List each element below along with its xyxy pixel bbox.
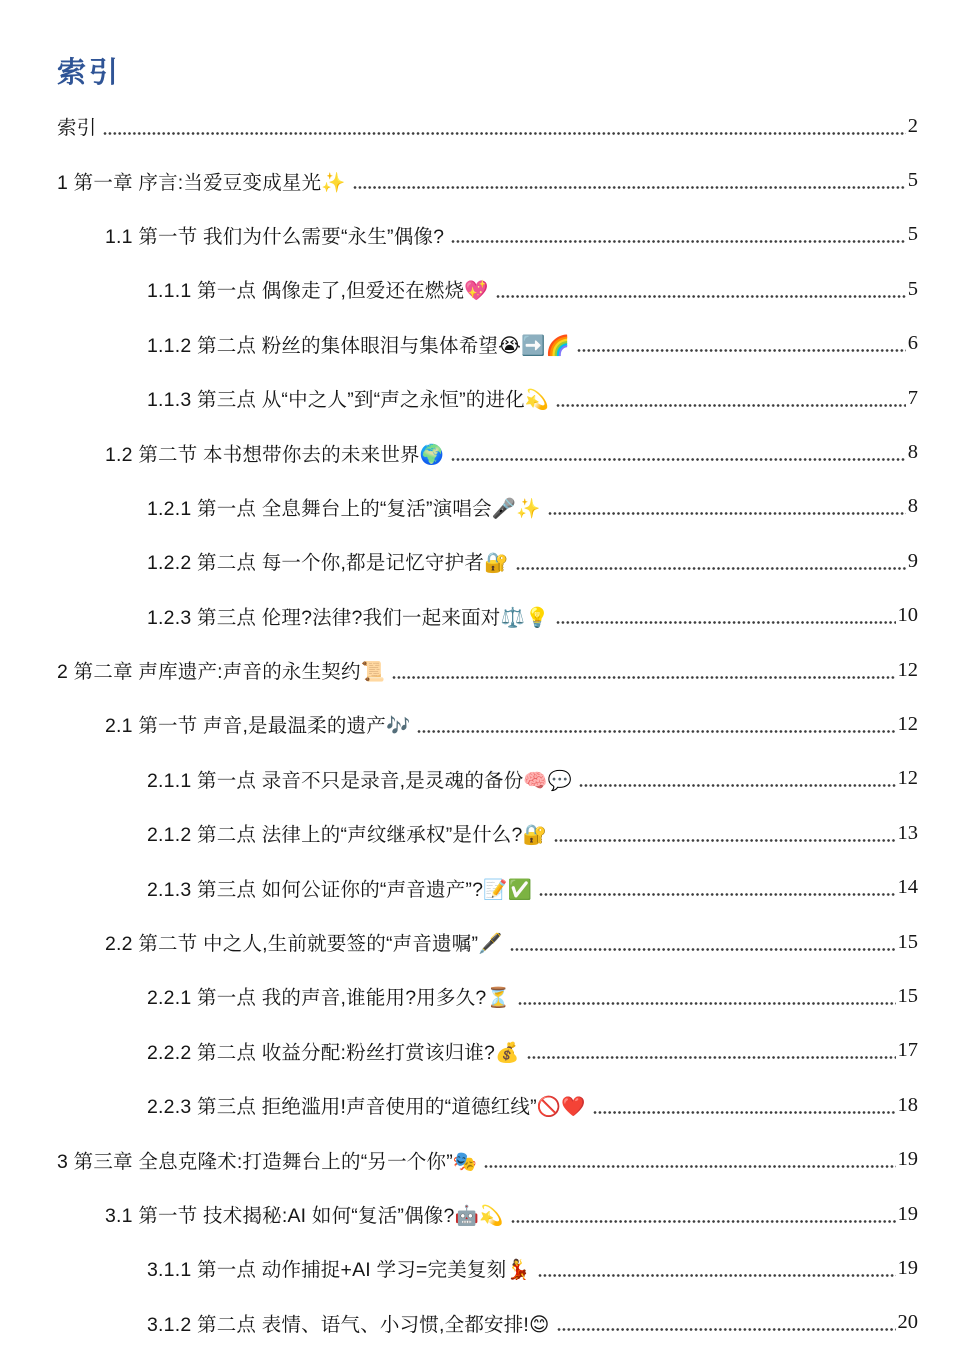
toc-page-number: 19: [897, 1202, 918, 1225]
toc-entry[interactable]: [147, 534, 918, 588]
toc-entry-label: 1.2 第二节 本书想带你去的未来世界🌍: [105, 443, 445, 466]
toc-page-number: 10: [897, 604, 918, 627]
toc-page-number: 8: [907, 441, 918, 464]
toc-page-number: 14: [897, 876, 918, 899]
toc-page-number: 17: [897, 1039, 918, 1062]
toc-entry-label: 3.1 第一节 技术揭秘:AI 如何“复活”偶像?🤖💫: [105, 1205, 504, 1227]
dot-leader: [103, 131, 905, 136]
toc-entry-label: 1.2.3 第三点 伦理?法律?我们一起来面对⚖️💡: [147, 606, 550, 629]
toc-page-number: 13: [897, 821, 918, 844]
toc-page-number: 8: [907, 495, 918, 518]
toc-entry[interactable]: [105, 208, 918, 262]
toc-entry[interactable]: [57, 1132, 918, 1186]
toc-page-number: 12: [897, 767, 918, 790]
toc-entry[interactable]: [105, 697, 918, 751]
toc-entry[interactable]: [57, 99, 918, 153]
toc-entry-label: 2.1.3 第三点 如何公证你的“声音遗产”?📝✅: [147, 878, 533, 901]
toc-entry[interactable]: [147, 860, 918, 914]
dot-leader: [557, 1327, 896, 1332]
toc-entry-label: 2 第二章 声库遗产:声音的永生契约📜: [57, 661, 386, 684]
toc-entry[interactable]: [147, 317, 918, 371]
page-title: 索引: [57, 57, 122, 89]
toc-entry-label: 索引: [57, 117, 97, 140]
dot-leader: [511, 1219, 896, 1224]
toc-entry[interactable]: [147, 752, 918, 806]
dot-leader: [577, 348, 906, 353]
toc-entry-label: 3.1.1 第一点 动作捕捉+AI 学习=完美复刻💃: [147, 1259, 531, 1282]
dot-leader: [353, 185, 906, 190]
dot-leader: [556, 620, 895, 625]
toc-entry[interactable]: [147, 262, 918, 316]
dot-leader: [510, 947, 896, 952]
dot-leader: [451, 457, 906, 462]
toc-entry-label: 2.2.1 第一点 我的声音,谁能用?用多久?⏳: [147, 987, 511, 1010]
toc-entry-label: 1.2.1 第一点 全息舞台上的“复活”演唱会🎤✨: [147, 497, 541, 520]
dot-leader: [538, 1273, 896, 1278]
toc-page-number: 15: [897, 930, 918, 953]
toc-entry-label: 2.1.2 第二点 法律上的“声纹继承权”是什么?🔐: [147, 824, 548, 847]
toc-page-number: 5: [907, 223, 918, 246]
toc-entry-label: 1.1.1 第一点 偶像走了,但爱还在燃烧💖: [147, 280, 489, 303]
toc-page-number: 6: [907, 332, 918, 355]
table-of-contents: [57, 99, 918, 1350]
toc-page-number: 20: [897, 1311, 918, 1334]
toc-page-number: 9: [907, 549, 918, 572]
dot-leader: [392, 675, 895, 680]
dot-leader: [484, 1164, 895, 1169]
toc-entry[interactable]: [147, 589, 918, 643]
toc-entry-label: 2.1.1 第一点 录音不只是录音,是灵魂的备份🧠💬: [147, 769, 573, 792]
dot-leader: [527, 1055, 896, 1060]
dot-leader: [496, 294, 906, 299]
dot-leader: [516, 566, 906, 571]
toc-page-number: 7: [907, 386, 918, 409]
toc-entry[interactable]: [147, 1241, 918, 1295]
toc-entry-label: 2.2 第二节 中之人,生前就要签的“声音遗嘱”🖋️: [105, 933, 503, 956]
toc-entry-label: 1.2.2 第二点 每一个你,都是记忆守护者🔐: [147, 552, 509, 575]
toc-entry[interactable]: [57, 153, 918, 207]
dot-leader: [593, 1110, 896, 1115]
toc-entry[interactable]: [147, 371, 918, 425]
toc-entry[interactable]: [147, 480, 918, 534]
toc-entry-label: 3 第三章 全息克隆术:打造舞台上的“另一个你”🎭: [57, 1150, 478, 1173]
toc-page-number: 5: [907, 169, 918, 192]
toc-page-number: 12: [897, 658, 918, 681]
dot-leader: [556, 403, 905, 408]
toc-page-number: 12: [897, 712, 918, 735]
toc-page-number: 19: [897, 1256, 918, 1279]
dot-leader: [579, 783, 895, 788]
toc-page-number: 15: [897, 984, 918, 1007]
toc-page-number: 18: [897, 1093, 918, 1116]
toc-entry[interactable]: [105, 1187, 918, 1241]
toc-entry[interactable]: [147, 1078, 918, 1132]
dot-leader: [539, 892, 895, 897]
dot-leader: [451, 239, 906, 244]
toc-entry-label: 1.1 第一节 我们为什么需要“永生”偶像?: [105, 225, 445, 248]
toc-entry-label: 2.1 第一节 声音,是最温柔的遗产🎶: [105, 715, 411, 738]
toc-entry[interactable]: [105, 425, 918, 479]
toc-entry[interactable]: [147, 1024, 918, 1078]
dot-leader: [548, 511, 906, 516]
toc-entry-label: 1.1.2 第二点 粉丝的集体眼泪与集体希望😭➡️🌈: [147, 334, 571, 357]
toc-entry-label: 3.1.2 第二点 表情、语气、小习惯,全都安排!😊: [147, 1313, 550, 1336]
toc-entry[interactable]: [57, 643, 918, 697]
toc-entry[interactable]: [105, 915, 918, 969]
toc-entry[interactable]: [147, 1296, 918, 1350]
toc-page-number: 5: [907, 277, 918, 300]
toc-entry-label: 1 第一章 序言:当爱豆变成星光✨: [57, 171, 346, 194]
toc-entry-label: 2.2.2 第二点 收益分配:粉丝打赏该归谁?💰: [147, 1041, 520, 1064]
toc-entry[interactable]: [147, 806, 918, 860]
dot-leader: [554, 838, 895, 843]
dot-leader: [518, 1001, 896, 1006]
toc-page-number: 19: [897, 1148, 918, 1171]
toc-entry-label: 2.2.3 第三点 拒绝滥用!声音使用的“道德红线”🚫❤️: [147, 1096, 586, 1119]
toc-entry-label: 1.1.3 第三点 从“中之人”到“声之永恒”的进化💫: [147, 389, 550, 412]
toc-page-number: 2: [907, 114, 918, 137]
toc-entry[interactable]: [147, 969, 918, 1023]
dot-leader: [417, 729, 895, 734]
